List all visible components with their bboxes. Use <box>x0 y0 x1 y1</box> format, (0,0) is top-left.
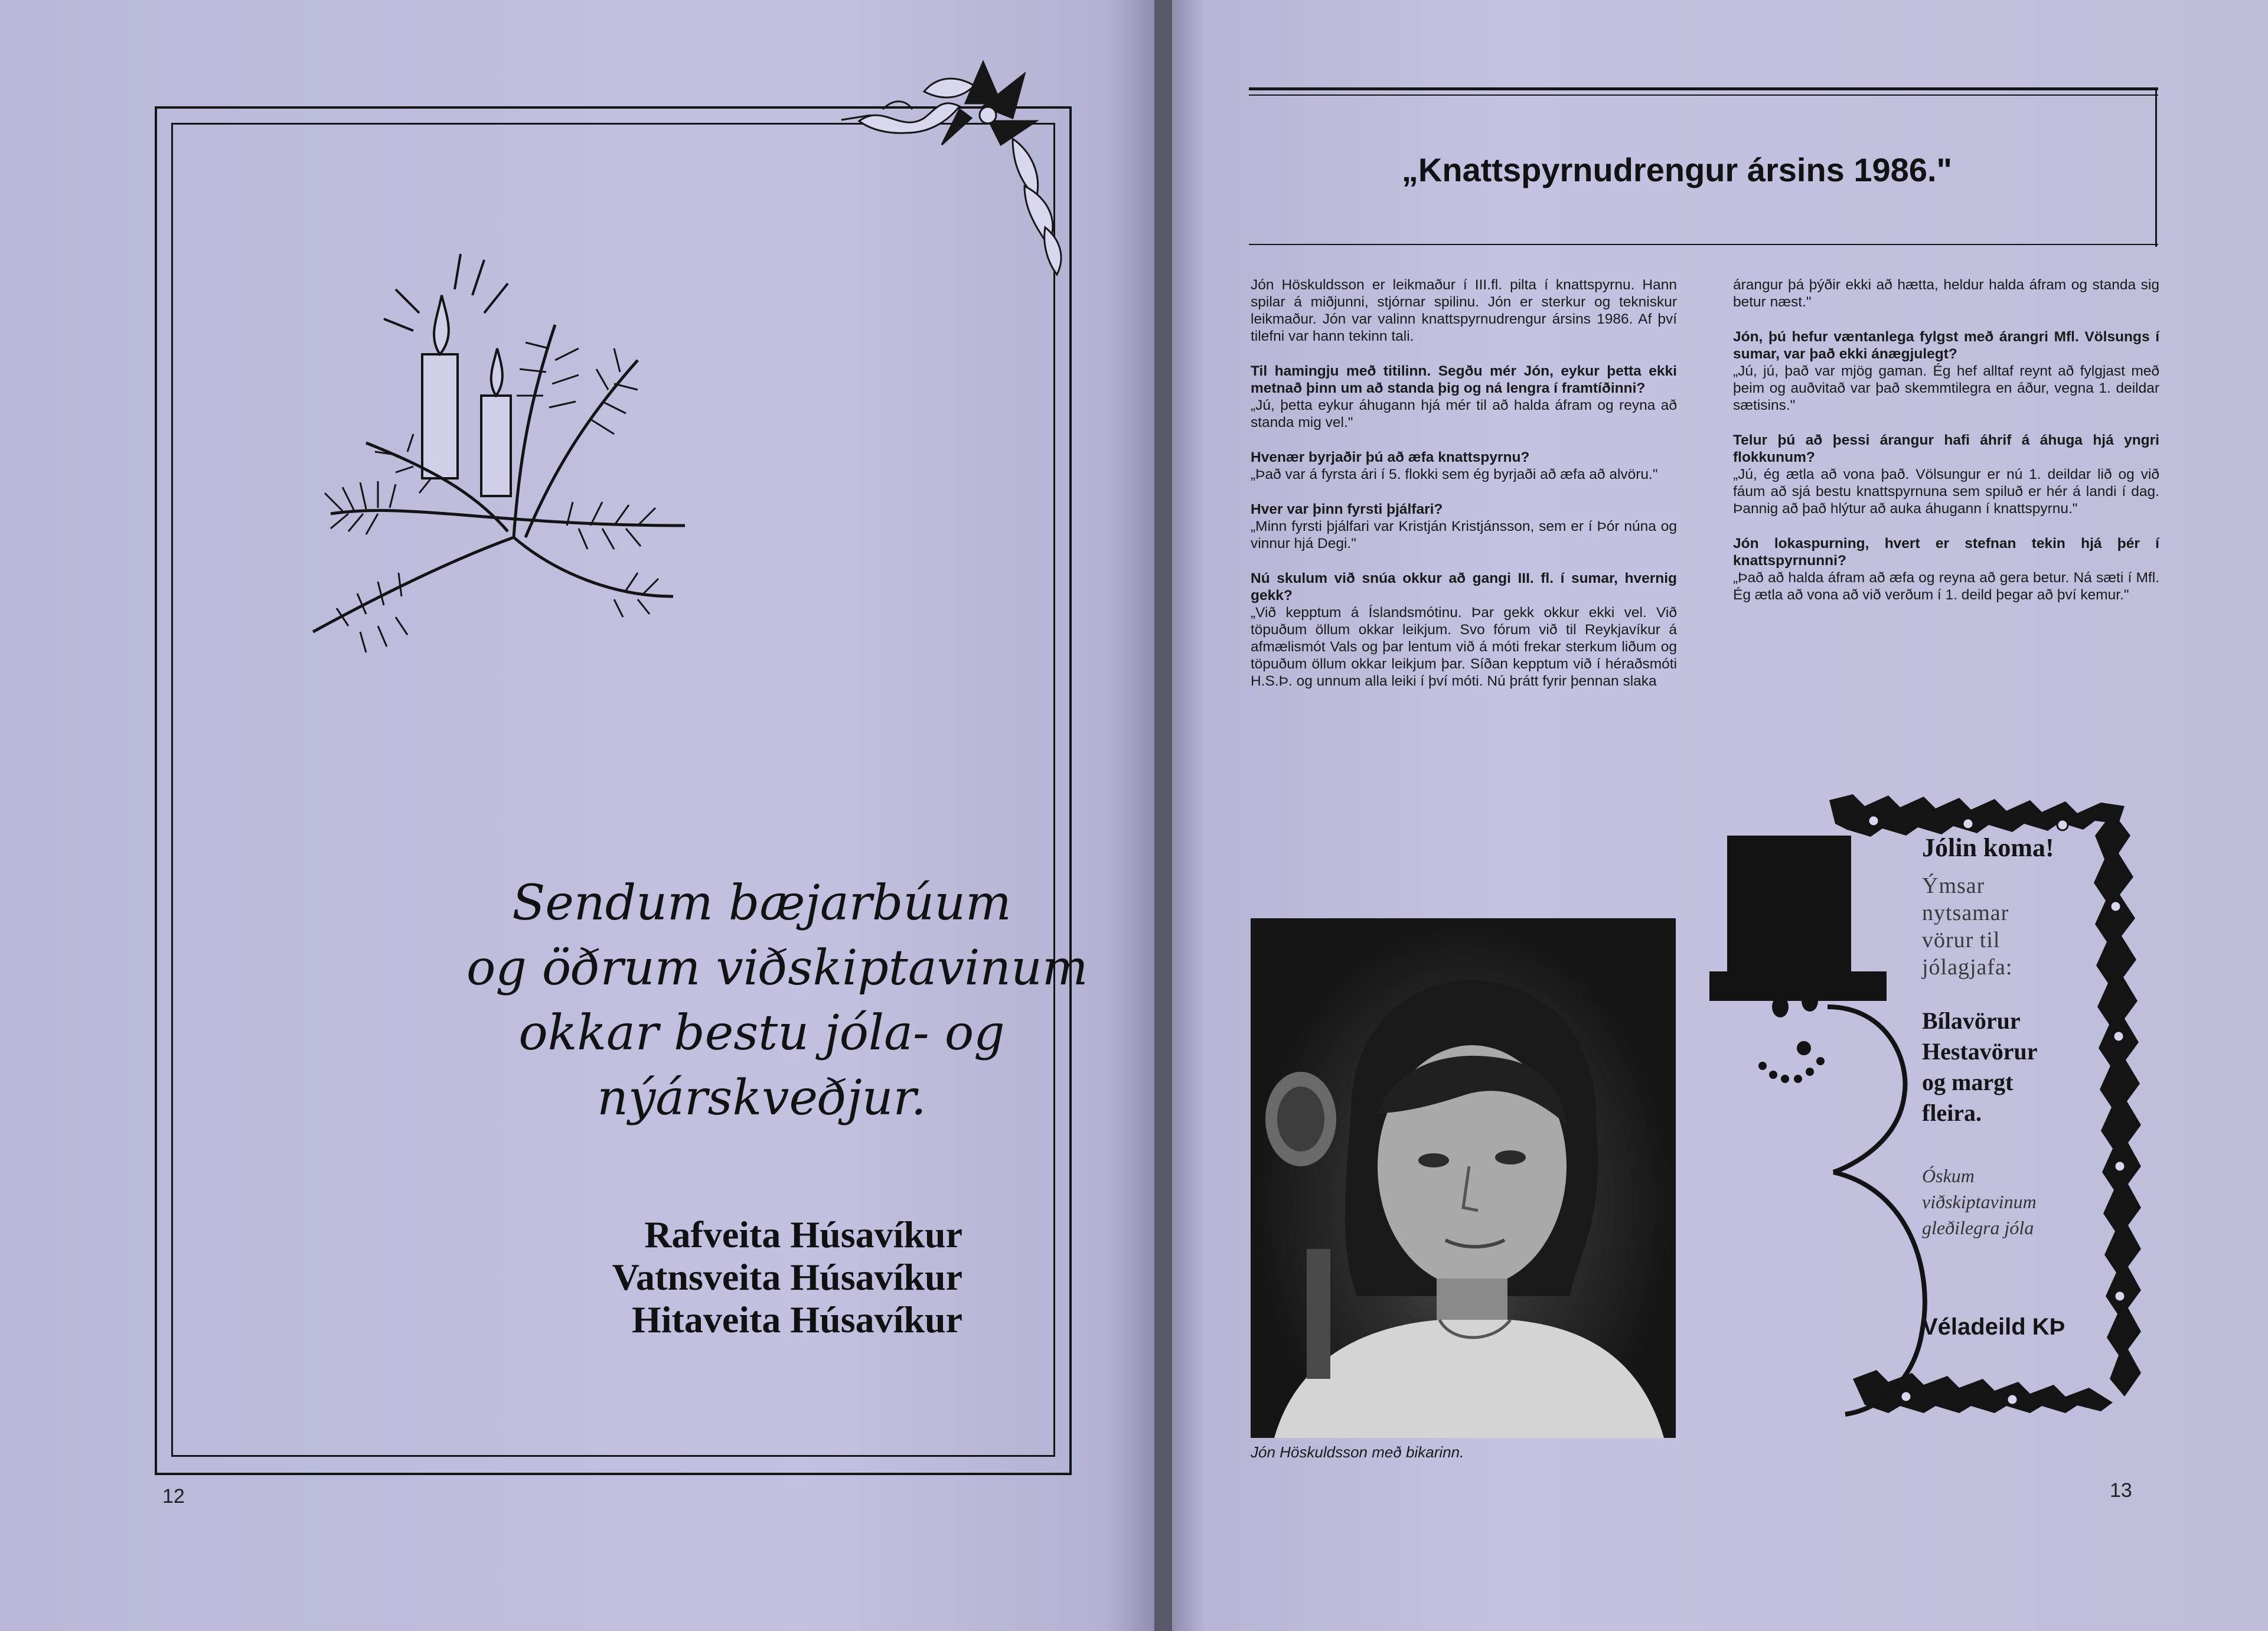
article-intro: Jón Höskuldsson er leikmaður í III.fl. pilta í knattspyrnu. Hann spilar á miðjunni, stjórnar spilinu. Jón er sterkur og tekniskur leikmaður. Jón var valinn knattspyrnudrengur ársins 1986. Af því tilefni var hann tekinn tali. <box>1251 277 1677 344</box>
greeting-line: Sendum bæjarbúum <box>512 875 1011 931</box>
ad-signature: Véladeild KÞ <box>1922 1314 2065 1340</box>
interview-question: Telur þú að þessi árangur hafi áhrif á áhuga hjá yngri flokkunum? <box>1733 432 2159 465</box>
player-portrait-icon <box>1251 918 1676 1438</box>
christmas-greeting <box>466 871 1088 1131</box>
interview-answer: „Við kepptum á Íslandsmótinu. Þar gekk okkur ekki vel. Við töpuðum öllum okkar leikjum. Svo fórum við til Reykjavíkur á afmælismót Vals og þar lentum við á móti frekar sterkum liðum og töpuðum öllum okkar leikjum þar. Síðan kepptum við í héraðsmóti H.S.Þ. og unnum alla leiki í því móti. Nú þrátt fyrir þennan slaka <box>1251 605 1677 689</box>
greeting-line: nýárskveðjur. <box>597 1070 926 1126</box>
ad-wish-line: viðskiptavinum <box>1922 1191 2037 1212</box>
article-continuation: árangur þá þýðir ekki að hætta, heldur halda áfram og standa sig betur næst." <box>1733 277 2159 310</box>
interview-question: Hvenær byrjaðir þú að æfa knattspyrnu? <box>1251 449 1530 465</box>
greeting-line: okkar bestu jóla- og <box>518 1005 1005 1061</box>
ad-intro-line: nytsamar <box>1922 901 2009 925</box>
ad-item: fleira. <box>1922 1100 1982 1126</box>
greeting-line: og öðrum viðskiptavinum <box>466 940 1088 996</box>
ad-wish <box>1922 1163 2099 1241</box>
article-column-1 <box>1251 276 1677 707</box>
interview-answer: „Minn fyrsti þjálfari var Kristján Kristjánsson, sem er í Þór núna og vinnur hjá Degi." <box>1251 518 1677 552</box>
article-column-2 <box>1733 276 2159 621</box>
sender-line: Vatnsveita Húsavíkur <box>612 1256 962 1298</box>
ad-item: og margt <box>1922 1069 2014 1095</box>
headline-rule-bottom <box>1249 244 2158 245</box>
headline-rule-top <box>1249 87 2158 90</box>
interview-answer: „Jú, jú, það var mjög gaman. Ég hef alltaf reynt að fylgjast með þeim og auðvitað var það skemmtilegra en áður, vegna 1. deildar sætisins." <box>1733 363 2159 413</box>
interview-question: Jón lokaspurning, hvert er stefnan tekin hjá þér í knattspyrnunni? <box>1733 536 2159 569</box>
interview-answer: „Það var á fyrsta ári í 5. flokki sem ég byrjaði að æfa að alvöru." <box>1251 467 1658 482</box>
ad-intro <box>1922 872 2099 981</box>
page-number-right: 13 <box>2110 1479 2132 1502</box>
photo-caption: Jón Höskuldsson með bikarinn. <box>1251 1443 1464 1461</box>
ad-intro-line: vörur til <box>1922 928 2001 952</box>
snowman-icon <box>1709 812 1957 1420</box>
sender-line: Hitaveita Húsavíkur <box>631 1299 962 1340</box>
poinsettia-icon <box>836 50 1095 286</box>
article-headline: „Knattspyrnudrengur ársins 1986." <box>1401 151 1953 188</box>
interview-answer: „Jú, ég ætla að vona það. Völsungur er nú 1. deildar lið og við fáum að sjá bestu knattspyrnuna sem spiluð er hér á landi í dag. Þannig að það hlýtur að auka áhugann í knattspyrnu." <box>1733 467 2159 517</box>
headline-rule-top-thin <box>1249 94 2158 96</box>
ad-wish-line: Óskum <box>1922 1165 1975 1186</box>
sender-block <box>472 1214 962 1341</box>
ad-intro-line: jólagjafa: <box>1922 955 2013 980</box>
page-gutter <box>1154 0 1172 1631</box>
headline-rule-side <box>2155 87 2157 247</box>
advent-candles-illustration <box>260 218 744 679</box>
sender-line: Rafveita Húsavíkur <box>644 1214 962 1255</box>
ad-item: Bílavörur <box>1922 1007 2021 1034</box>
ad-item: Hestavörur <box>1922 1038 2038 1065</box>
interview-question: Jón, þú hefur væntanlega fylgst með árangri Mfl. Völsungs í sumar, var það ekki ánægjulegt? <box>1733 329 2159 362</box>
ad-wish-line: gleðilegra jóla <box>1922 1217 2034 1238</box>
player-photo <box>1251 918 1676 1438</box>
store-ad <box>1922 833 2099 1241</box>
interview-answer: „Jú, þetta eykur áhugann hjá mér til að halda áfram og reyna að standa mig vel." <box>1251 397 1677 430</box>
interview-question: Nú skulum við snúa okkur að gangi III. fl. í sumar, hvernig gekk? <box>1251 570 1677 604</box>
ad-intro-line: Ýmsar <box>1922 873 1985 898</box>
interview-answer: „Það að halda áfram að æfa og reyna að gera betur. Ná sæti í Mfl. Ég ætla að vona að við verðum í 1. deild þegar að því kemur." <box>1733 570 2159 603</box>
interview-question: Til hamingju með titilinn. Segðu mér Jón, eykur þetta ekki metnað þinn um að standa þig og ná lengra í framtíðinni? <box>1251 363 1677 396</box>
ad-title: Jólin koma! <box>1922 833 2054 862</box>
interview-question: Hver var þinn fyrsti þjálfari? <box>1251 501 1443 517</box>
page-number-left: 12 <box>162 1485 185 1508</box>
ad-items <box>1922 1006 2099 1128</box>
